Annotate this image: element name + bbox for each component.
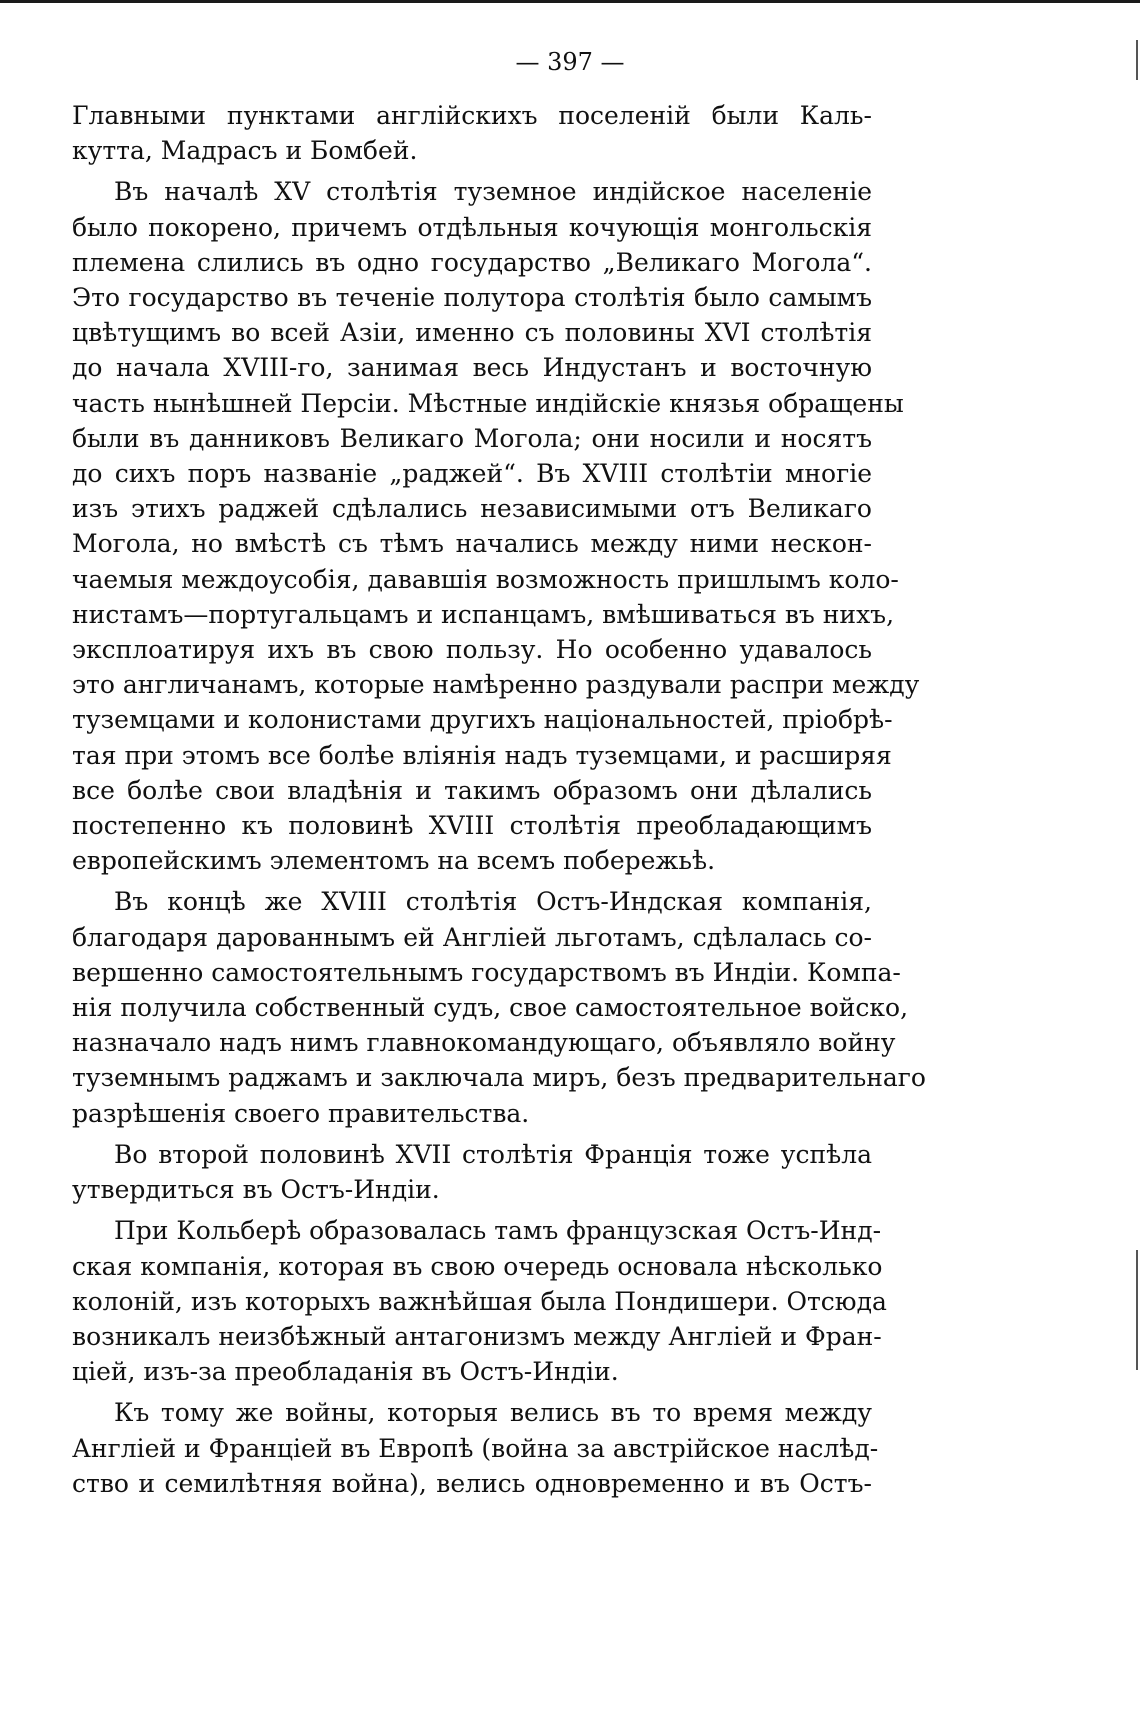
paragraph bbox=[72, 98, 872, 168]
top-scan-edge bbox=[0, 0, 1140, 3]
text-line: нія получила собственный судъ, свое самостоятельное войско, bbox=[72, 993, 909, 1023]
text-line: все болѣе свои владѣнія и такимъ образомъ они дѣлались bbox=[72, 775, 872, 805]
text-line: тая при этомъ все болѣе вліянія надъ туземцами, и расширяя bbox=[72, 740, 892, 770]
text-line: разрѣшенія своего правительства. bbox=[72, 1098, 530, 1128]
page-body-text bbox=[72, 98, 926, 1507]
paragraph bbox=[72, 884, 926, 1130]
text-line: часть нынѣшней Персіи. Мѣстные индійскіе князья обращены bbox=[72, 388, 904, 418]
text-line: нистамъ—португальцамъ и испанцамъ, вмѣшиваться въ нихъ, bbox=[72, 599, 895, 629]
text-line: ціей, изъ-за преобладанія въ Остъ-Индіи. bbox=[72, 1357, 619, 1387]
text-line: назначало надъ нимъ главнокомандующаго, объявляло войну bbox=[72, 1028, 896, 1058]
text-line: туземнымъ раджамъ и заключала миръ, безъ предварительнаго bbox=[72, 1063, 926, 1093]
text-line: Въ началѣ XV столѣтія туземное индійское населеніе bbox=[114, 177, 872, 207]
text-line: колоній, изъ которыхъ важнѣйшая была Пондишери. Отсюда bbox=[72, 1286, 887, 1316]
text-line: Въ концѣ же XVIII столѣтія Остъ-Индская компанія, bbox=[114, 887, 872, 917]
text-line: Это государство въ теченіе полутора столѣтія было самымъ bbox=[72, 283, 872, 313]
text-line: кутта, Мадрасъ и Бомбей. bbox=[72, 136, 418, 166]
paragraph bbox=[72, 1137, 872, 1207]
text-line: это англичанамъ, которые намѣренно раздували распри между bbox=[72, 670, 920, 700]
text-line: туземцами и колонистами другихъ національностей, пріобрѣ- bbox=[72, 705, 893, 735]
paragraph bbox=[72, 1213, 887, 1389]
text-line: до начала XVIII-го, занимая весь Индустанъ и восточную bbox=[72, 353, 872, 383]
text-line: ская компанія, которая въ свою очередь основала нѣсколько bbox=[72, 1251, 883, 1281]
text-line: изъ этихъ раджей сдѣлались независимыми отъ Великаго bbox=[72, 494, 872, 524]
text-line: европейскимъ элементомъ на всемъ побережьѣ. bbox=[72, 846, 716, 876]
text-line: Къ тому же войны, которыя велись въ то время между bbox=[114, 1398, 872, 1428]
text-line: цвѣтущимъ во всей Азіи, именно съ половины XVI столѣтія bbox=[72, 318, 872, 348]
page-number: — 397 — bbox=[515, 48, 625, 76]
text-line: чаемыя междоусобія, дававшія возможность пришлымъ коло- bbox=[72, 564, 899, 594]
text-line: Во второй половинѣ XVII столѣтія Франція тоже успѣла bbox=[114, 1139, 872, 1169]
text-line: утвердиться въ Остъ-Индіи. bbox=[72, 1175, 440, 1205]
text-line: постепенно къ половинѣ XVIII столѣтія преобладающимъ bbox=[72, 811, 872, 841]
text-line: При Кольберѣ образовалась тамъ французская Остъ-Инд- bbox=[114, 1216, 882, 1246]
text-line: благодаря дарованнымъ ей Англіей льготамъ, сдѣлалась со- bbox=[72, 922, 872, 952]
text-line: возникалъ неизбѣжный антагонизмъ между Англіей и Фран- bbox=[72, 1321, 882, 1351]
text-line: Могола, но вмѣстѣ съ тѣмъ начались между ними нескон- bbox=[72, 529, 872, 559]
text-line: Главными пунктами англійскихъ поселеній были Каль- bbox=[72, 101, 872, 130]
text-line: племена слились въ одно государство „Великаго Могола“. bbox=[72, 247, 872, 277]
paragraph bbox=[72, 174, 920, 878]
paragraph bbox=[72, 1395, 879, 1501]
scan-edge-mark bbox=[1136, 1250, 1138, 1370]
text-line: были въ данниковъ Великаго Могола; они носили и носятъ bbox=[72, 423, 872, 453]
text-line: ство и семилѣтняя война), велись одновременно и въ Остъ- bbox=[72, 1468, 872, 1498]
text-line: эксплоатируя ихъ въ свою пользу. Но особенно удавалось bbox=[72, 635, 872, 665]
text-line: было покорено, причемъ отдѣльныя кочующія монгольскія bbox=[72, 212, 872, 242]
text-line: вершенно самостоятельнымъ государствомъ въ Индіи. Компа- bbox=[72, 957, 901, 987]
text-line: до сихъ поръ названіе „раджей“. Въ XVIII столѣтіи многіе bbox=[72, 459, 872, 489]
text-line: Англіей и Франціей въ Европѣ (война за австрійское наслѣд- bbox=[72, 1433, 879, 1463]
